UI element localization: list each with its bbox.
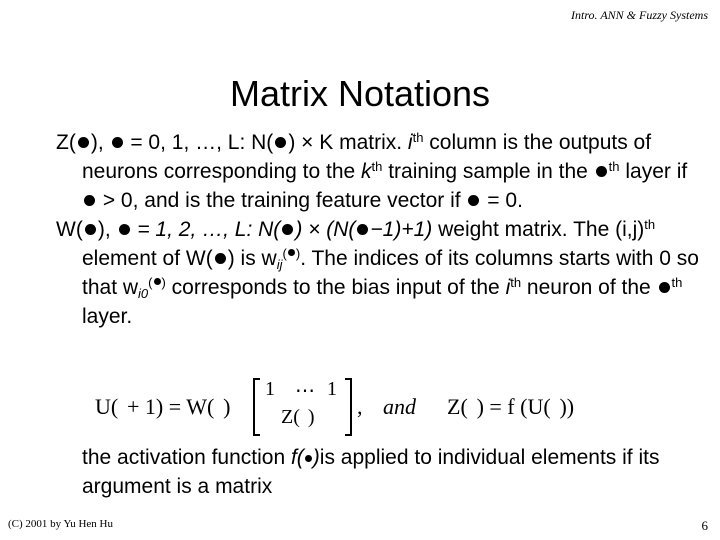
layer-symbol bbox=[112, 137, 123, 148]
activation-note: the activation function f( )is applied to individual elements if its argument is a matrix bbox=[82, 446, 660, 498]
equation-and: and bbox=[383, 394, 416, 419]
layer-symbol bbox=[78, 137, 89, 148]
layer-symbol bbox=[596, 166, 607, 177]
layer-symbol bbox=[85, 224, 96, 235]
matrix-row1-dots: ⋯ bbox=[295, 380, 315, 402]
layer-symbol bbox=[84, 195, 95, 206]
left-bracket bbox=[253, 378, 260, 436]
layer-symbol bbox=[468, 195, 479, 206]
matrix-row1-first: 1 bbox=[265, 378, 275, 400]
slide-title: Matrix Notations bbox=[229, 73, 491, 114]
copyright: (C) 2001 by Yu Hen Hu bbox=[8, 518, 113, 530]
layer-symbol bbox=[357, 224, 368, 235]
bullet-w-definition: W( ), = 1, 2, …, L: N( ) × (N( −1)+1) weight matrix. The $(i,j)^{th}$ element of W( ) is $w_{ij}^{( )}$. The indices of its columns starts with 0 so that $w_{i0}^{( )}$ corresponds to the bias input of the $i^{th}$ neuron of the $^{th}$ layer. bbox=[56, 217, 699, 328]
matrix-equation bbox=[95, 378, 595, 434]
equation-rhs: Z( ) = f (U( )) bbox=[447, 394, 575, 419]
page-number: 6 bbox=[701, 518, 708, 533]
layer-symbol bbox=[275, 137, 286, 148]
layer-symbol bbox=[215, 253, 226, 264]
layer-symbol bbox=[282, 224, 293, 235]
right-bracket bbox=[345, 378, 352, 436]
equation-comma: , bbox=[357, 394, 363, 419]
layer-symbol bbox=[119, 224, 130, 235]
layer-symbol bbox=[288, 249, 295, 256]
matrix-row1-last: 1 bbox=[327, 378, 337, 400]
bullet-list bbox=[56, 128, 706, 331]
matrix-row2: Z( ) bbox=[281, 406, 315, 428]
bullet-z-definition: Z( ), = 0, 1, …, L: N( ) × K matrix. $i^{th}$ column is the outputs of neurons corresponding to the $k^{th}$ training sample in the $^{th}$ layer if > 0, and is the training feature vector if = 0. bbox=[56, 130, 688, 212]
argument-symbol bbox=[305, 455, 312, 462]
equation-lhs: U( + 1) = W( ) bbox=[95, 394, 231, 419]
layer-symbol bbox=[154, 278, 161, 285]
course-header: Intro. ANN & Fuzzy Systems bbox=[571, 8, 708, 22]
layer-symbol bbox=[659, 282, 670, 293]
